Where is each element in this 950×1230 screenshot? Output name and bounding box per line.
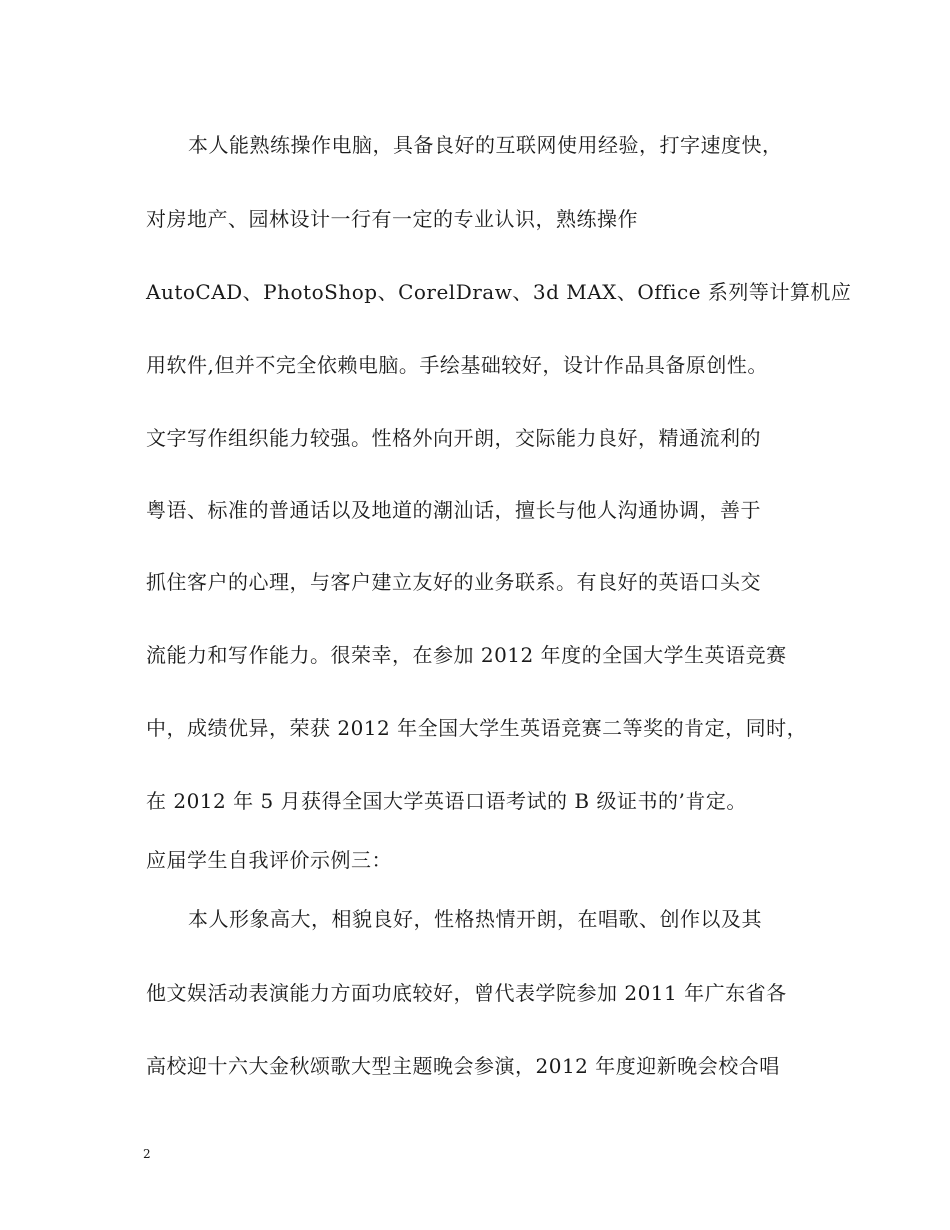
paragraph-line-8: 流能力和写作能力。很荣幸，在参加 2012 年度的全国大学生英语竞赛 bbox=[146, 643, 787, 667]
paragraph-line-12: 本人形象高大，相貌良好，性格热情开朗，在唱歌、创作以及其 bbox=[188, 907, 762, 931]
paragraph-line-7: 抓住客户的心理，与客户建立友好的业务联系。有良好的英语口头交 bbox=[146, 570, 761, 594]
section-heading: 应届学生自我评价示例三： bbox=[146, 848, 392, 872]
paragraph-line-3: AutoCAD、PhotoShop、CorelDraw、3d MAX、Office 系列等计算机应 bbox=[146, 280, 852, 304]
paragraph-line-1: 本人能熟练操作电脑，具备良好的互联网使用经验，打字速度快， bbox=[188, 133, 783, 157]
paragraph-line-5: 文字写作组织能力较强。性格外向开朗，交际能力良好，精通流利的 bbox=[146, 426, 761, 450]
paragraph-line-10: 在 2012 年 5 月获得全国大学英语口语考试的 B 级证书的’肯定。 bbox=[146, 789, 747, 813]
page-number: 2 bbox=[143, 1147, 151, 1161]
paragraph-line-6: 粤语、标准的普通话以及地道的潮汕话，擅长与他人沟通协调，善于 bbox=[146, 498, 761, 522]
paragraph-line-2: 对房地产、园林设计一行有一定的专业认识，熟练操作 bbox=[146, 207, 638, 231]
paragraph-line-4: 用软件,但并不完全依赖电脑。手绘基础较好，设计作品具备原创性。 bbox=[146, 353, 768, 377]
paragraph-line-9: 中，成绩优异，荣获 2012 年全国大学生英语竞赛二等奖的肯定，同时， bbox=[146, 716, 808, 740]
paragraph-line-13: 他文娱活动表演能力方面功底较好，曾代表学院参加 2011 年广东省各 bbox=[146, 981, 787, 1005]
paragraph-line-14: 高校迎十六大金秋颂歌大型主题晚会参演，2012 年度迎新晚会校合唱 bbox=[146, 1054, 780, 1078]
